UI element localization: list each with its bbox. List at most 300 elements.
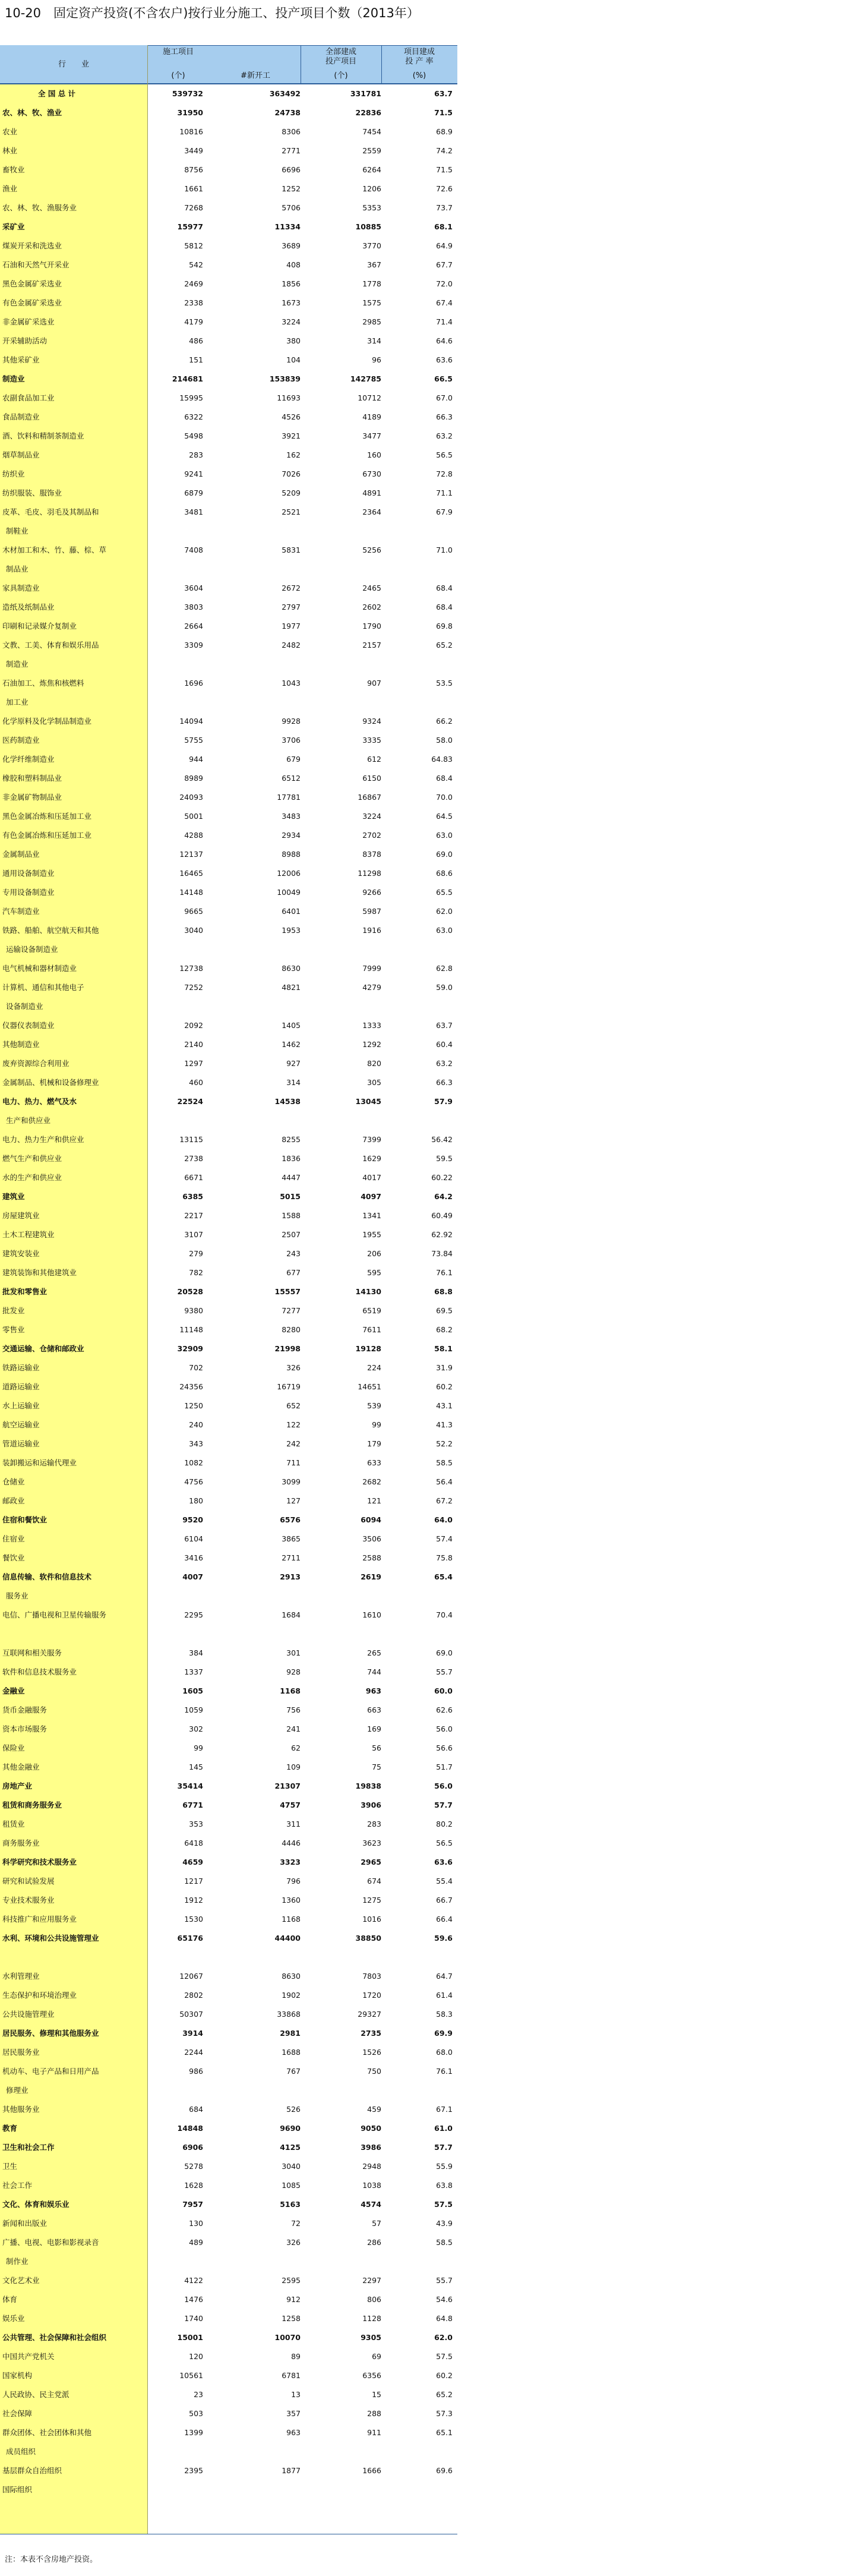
completed-projects-cell: 121 — [367, 1496, 381, 1505]
new-starts-cell: 5706 — [282, 203, 301, 212]
header-rate-line2: 投 产 率 — [405, 57, 434, 66]
new-starts-cell: 928 — [286, 1667, 301, 1676]
completion-rate-cell: 62.92 — [431, 1230, 453, 1239]
table-row — [0, 351, 457, 370]
header-construction-unit: (个) — [171, 71, 185, 80]
table-row — [0, 256, 457, 275]
table-row — [0, 1377, 457, 1396]
table-row — [0, 1720, 457, 1739]
table-row — [0, 2271, 457, 2290]
construction-projects-cell: 8756 — [184, 165, 203, 174]
industry-name: 专用设备制造业 — [2, 888, 55, 897]
completed-projects-cell: 16867 — [358, 793, 381, 802]
new-starts-cell: 4757 — [280, 1801, 301, 1809]
completion-rate-cell: 61.0 — [434, 2124, 453, 2133]
completed-projects-cell: 1790 — [362, 622, 381, 630]
industry-name: 房地产业 — [2, 1782, 33, 1790]
new-starts-cell: 2934 — [282, 831, 301, 840]
new-starts-cell: 2482 — [282, 641, 301, 649]
completion-rate-cell: 59.5 — [436, 1154, 453, 1163]
completion-rate-cell: 55.4 — [436, 1877, 453, 1886]
new-starts-cell: 3040 — [282, 2162, 301, 2171]
completion-rate-cell: 62.8 — [436, 964, 453, 973]
new-starts-cell: 1977 — [282, 622, 301, 630]
completion-rate-cell: 69.8 — [436, 622, 453, 630]
completed-projects-cell: 4279 — [362, 983, 381, 992]
industry-name: 研究和试验发展 — [2, 1877, 55, 1886]
industry-name-continuation: 制造业 — [6, 660, 29, 669]
table-row — [0, 179, 457, 198]
table-row — [0, 2480, 457, 2499]
construction-projects-cell: 6671 — [184, 1173, 203, 1182]
completion-rate-cell: 58.1 — [434, 1344, 453, 1353]
construction-projects-cell: 12137 — [179, 850, 203, 859]
table-row — [0, 1758, 457, 1777]
industry-name-continuation: 制品业 — [6, 565, 29, 573]
table-row — [0, 1492, 457, 1511]
new-starts-cell: 3865 — [282, 1534, 301, 1543]
completion-rate-cell: 71.5 — [436, 165, 453, 174]
industry-name: 电气机械和器材制造业 — [2, 964, 77, 973]
completed-projects-cell: 2364 — [362, 507, 381, 516]
completed-projects-cell: 7611 — [362, 1325, 381, 1334]
new-starts-cell: 6401 — [282, 907, 301, 916]
completed-projects-cell: 806 — [367, 2295, 381, 2304]
new-starts-cell: 104 — [286, 355, 301, 364]
completion-rate-cell: 55.9 — [436, 2162, 453, 2171]
construction-projects-cell: 279 — [189, 1249, 203, 1258]
industry-name: 酒、饮料和精制茶制造业 — [2, 431, 84, 440]
table-row — [0, 1568, 457, 1587]
construction-projects-cell: 6322 — [184, 412, 203, 421]
industry-name: 黑色金属冶炼和压延加工业 — [2, 812, 92, 821]
completion-rate-cell: 71.1 — [436, 488, 453, 497]
completed-projects-cell: 539 — [367, 1401, 381, 1410]
header-divider — [147, 45, 457, 46]
completed-projects-cell: 1955 — [362, 1230, 381, 1239]
construction-projects-cell: 5278 — [184, 2162, 203, 2171]
table-row — [0, 1396, 457, 1415]
completion-rate-cell: 75.8 — [436, 1553, 453, 1562]
completed-projects-cell: 13045 — [355, 1097, 381, 1106]
new-starts-cell: 4446 — [282, 1839, 301, 1847]
industry-name: 林业 — [2, 146, 18, 155]
industry-name: 农业 — [2, 127, 18, 136]
completion-rate-cell: 57.4 — [436, 1534, 453, 1543]
completed-projects-cell: 4189 — [362, 412, 381, 421]
industry-name-continuation: 制作业 — [6, 2257, 29, 2266]
completion-rate-cell: 55.7 — [436, 2276, 453, 2285]
construction-projects-cell: 702 — [189, 1363, 203, 1372]
construction-projects-cell: 14094 — [179, 717, 203, 726]
completion-rate-cell: 43.9 — [436, 2219, 453, 2228]
completed-projects-cell: 2682 — [362, 1477, 381, 1486]
industry-name: 仪器仪表制造业 — [2, 1021, 55, 1030]
completed-projects-cell: 1610 — [362, 1610, 381, 1619]
new-starts-cell: 13 — [291, 2390, 301, 2399]
table-row — [0, 1149, 457, 1168]
completion-rate-cell: 72.0 — [436, 279, 453, 288]
construction-projects-cell: 384 — [189, 1648, 203, 1657]
new-starts-cell: 1258 — [282, 2314, 301, 2323]
construction-projects-cell: 6906 — [182, 2143, 203, 2152]
industry-name: 商务服务业 — [2, 1839, 40, 1847]
table-row — [0, 883, 457, 902]
completion-rate-cell: 68.4 — [436, 774, 453, 783]
table-row — [0, 2404, 457, 2423]
completion-rate-cell: 56.0 — [436, 1724, 453, 1733]
table-row — [0, 617, 457, 636]
completion-rate-cell: 60.4 — [436, 1040, 453, 1049]
new-starts-cell: 1588 — [282, 1211, 301, 1220]
construction-projects-cell: 5498 — [184, 431, 203, 440]
table-row — [0, 1358, 457, 1377]
completion-rate-cell: 56.0 — [434, 1782, 453, 1790]
completion-rate-cell: 57.3 — [436, 2409, 453, 2418]
completed-projects-cell: 2602 — [362, 603, 381, 611]
completed-projects-cell: 2619 — [361, 1572, 381, 1581]
table-row — [0, 2138, 457, 2157]
industry-name: 文化艺术业 — [2, 2276, 40, 2285]
industry-name-continuation: 设备制造业 — [6, 1002, 43, 1011]
completion-rate-cell: 66.3 — [436, 1078, 453, 1087]
new-starts-cell: 2521 — [282, 507, 301, 516]
construction-projects-cell: 14148 — [179, 888, 203, 897]
table-row — [0, 2385, 457, 2404]
completed-projects-cell: 674 — [367, 1877, 381, 1886]
table-row — [0, 2309, 457, 2328]
construction-projects-cell: 24093 — [179, 793, 203, 802]
industry-name: 科技推广和应用服务业 — [2, 1915, 77, 1924]
completed-projects-cell: 3986 — [361, 2143, 381, 2152]
construction-projects-cell: 8989 — [184, 774, 203, 783]
industry-name: 社会保障 — [2, 2409, 33, 2418]
completed-projects-cell: 1666 — [362, 2466, 381, 2475]
completion-rate-cell: 55.7 — [436, 1667, 453, 1676]
new-starts-cell: 6781 — [282, 2371, 301, 2380]
construction-projects-cell: 2469 — [184, 279, 203, 288]
new-starts-cell: 526 — [286, 2105, 301, 2114]
completion-rate-cell: 31.9 — [436, 1363, 453, 1372]
completion-rate-cell: 56.5 — [436, 450, 453, 459]
table-row — [0, 579, 457, 598]
completion-rate-cell: 72.6 — [436, 184, 453, 193]
new-starts-cell: 21307 — [274, 1782, 301, 1790]
industry-name: 家具制造业 — [2, 584, 40, 592]
table-row — [0, 2081, 457, 2100]
construction-projects-cell: 11148 — [179, 1325, 203, 1334]
construction-projects-cell: 302 — [189, 1724, 203, 1733]
new-starts-cell: 912 — [286, 2295, 301, 2304]
completion-rate-cell: 63.2 — [436, 1059, 453, 1068]
new-starts-cell: 3483 — [282, 812, 301, 821]
new-starts-cell: 72 — [291, 2219, 301, 2228]
industry-name: 化学纤维制造业 — [2, 755, 55, 764]
new-starts-cell: 8280 — [282, 1325, 301, 1334]
completion-rate-cell: 65.1 — [436, 2428, 453, 2437]
industry-name: 电力、热力、燃气及水 — [2, 1097, 77, 1106]
completed-projects-cell: 6150 — [362, 774, 381, 783]
new-starts-cell: 2595 — [282, 2276, 301, 2285]
completed-projects-cell: 1916 — [362, 926, 381, 935]
completed-projects-cell: 7399 — [362, 1135, 381, 1144]
industry-name: 教育 — [2, 2124, 18, 2133]
new-starts-cell: 5015 — [280, 1192, 301, 1201]
construction-projects-cell: 6879 — [184, 488, 203, 497]
completed-projects-cell: 3770 — [362, 241, 381, 250]
completed-projects-cell: 1275 — [362, 1896, 381, 1905]
construction-projects-cell: 4179 — [184, 317, 203, 326]
table-row — [0, 275, 457, 294]
construction-projects-cell: 2092 — [184, 1021, 203, 1030]
table-row — [0, 2157, 457, 2176]
new-starts-cell: 380 — [286, 336, 301, 345]
new-starts-cell: 2771 — [282, 146, 301, 155]
completed-projects-cell: 305 — [367, 1078, 381, 1087]
construction-projects-cell: 684 — [189, 2105, 203, 2114]
completed-projects-cell: 3335 — [362, 736, 381, 745]
new-starts-cell: 1856 — [282, 279, 301, 288]
construction-projects-cell: 7252 — [184, 983, 203, 992]
table-row — [0, 712, 457, 731]
industry-name: 建筑安装业 — [2, 1249, 40, 1258]
new-starts-cell: 3689 — [282, 241, 301, 250]
completed-projects-cell: 96 — [372, 355, 381, 364]
table-row — [0, 2043, 457, 2062]
new-starts-cell: 11693 — [277, 393, 301, 402]
industry-name: 食品制造业 — [2, 412, 40, 421]
completed-projects-cell: 1016 — [362, 1915, 381, 1924]
new-starts-cell: 1360 — [282, 1896, 301, 1905]
construction-projects-cell: 9520 — [182, 1515, 203, 1524]
construction-projects-cell: 2140 — [184, 1040, 203, 1049]
completed-projects-cell: 2985 — [362, 317, 381, 326]
new-starts-cell: 1673 — [282, 298, 301, 307]
industry-name: 畜牧业 — [2, 165, 25, 174]
completed-projects-cell: 5987 — [362, 907, 381, 916]
industry-name-continuation: 运输设备制造业 — [6, 945, 58, 954]
industry-name: 公共管理、社会保障和社会组织 — [2, 2333, 107, 2342]
industry-name-continuation: 生产和供应业 — [6, 1116, 51, 1125]
new-starts-cell: 9690 — [280, 2124, 301, 2133]
construction-projects-cell: 6104 — [184, 1534, 203, 1543]
completion-rate-cell: 60.22 — [431, 1173, 453, 1182]
new-starts-cell: 2507 — [282, 1230, 301, 1239]
new-starts-cell: 1953 — [282, 926, 301, 935]
completion-rate-cell: 67.4 — [436, 298, 453, 307]
table-row — [0, 408, 457, 427]
new-starts-cell: 1252 — [282, 184, 301, 193]
completed-projects-cell: 1333 — [362, 1021, 381, 1030]
table-row — [0, 959, 457, 978]
completed-projects-cell: 3906 — [361, 1801, 381, 1809]
new-starts-cell: 21998 — [274, 1344, 301, 1353]
table-row — [0, 1263, 457, 1282]
completed-projects-cell: 4017 — [362, 1173, 381, 1182]
industry-name: 批发业 — [2, 1306, 25, 1315]
completion-rate-cell: 67.7 — [436, 260, 453, 269]
new-starts-cell: 62 — [291, 1743, 301, 1752]
industry-name: 批发和零售业 — [2, 1287, 48, 1296]
completed-projects-cell: 3477 — [362, 431, 381, 440]
industry-name: 其他金融业 — [2, 1762, 40, 1771]
completed-projects-cell: 663 — [367, 1705, 381, 1714]
new-starts-cell: 14538 — [274, 1097, 301, 1106]
completed-projects-cell: 11298 — [358, 869, 381, 878]
table-row — [0, 1891, 457, 1910]
industry-name: 群众团体、社会团体和其他 — [2, 2428, 92, 2437]
industry-name: 农副食品加工业 — [2, 393, 55, 402]
new-starts-cell: 363492 — [269, 89, 301, 98]
new-starts-cell: 1688 — [282, 2048, 301, 2057]
industry-name: 专业技术服务业 — [2, 1896, 55, 1905]
new-starts-cell: 109 — [286, 1762, 301, 1771]
table-row — [0, 2214, 457, 2233]
industry-name: 金属制品业 — [2, 850, 40, 859]
industry-name: 黑色金属矿采选业 — [2, 279, 62, 288]
completion-rate-cell: 71.0 — [436, 546, 453, 554]
table-row — [0, 1644, 457, 1663]
new-starts-cell: 3921 — [282, 431, 301, 440]
construction-projects-cell: 1337 — [184, 1667, 203, 1676]
completed-projects-cell: 7803 — [362, 1972, 381, 1981]
new-starts-cell: 6512 — [282, 774, 301, 783]
completion-rate-cell: 60.49 — [431, 1211, 453, 1220]
industry-name: 水的生产和供应业 — [2, 1173, 62, 1182]
industry-name: 皮革、毛皮、羽毛及其制品和 — [2, 507, 99, 516]
construction-projects-cell: 1605 — [182, 1686, 203, 1695]
new-starts-cell: 311 — [286, 1820, 301, 1828]
industry-name: 国家机构 — [2, 2371, 33, 2380]
table-row — [0, 2252, 457, 2271]
table-row — [0, 1339, 457, 1358]
completion-rate-cell: 63.7 — [436, 1021, 453, 1030]
new-starts-cell: 652 — [286, 1401, 301, 1410]
completion-rate-cell: 67.2 — [436, 1496, 453, 1505]
industry-name: 租赁业 — [2, 1820, 25, 1828]
construction-projects-cell: 4756 — [184, 1477, 203, 1486]
industry-name: 其他制造业 — [2, 1040, 40, 1049]
industry-name: 废弃资源综合利用业 — [2, 1059, 69, 1068]
new-starts-cell: 1684 — [282, 1610, 301, 1619]
industry-name: 铁路、船舶、航空航天和其他 — [2, 926, 99, 935]
construction-projects-cell: 20528 — [177, 1287, 203, 1296]
completion-rate-cell: 56.5 — [436, 1839, 453, 1847]
industry-name: 软件和信息技术服务业 — [2, 1667, 77, 1676]
completed-projects-cell: 206 — [367, 1249, 381, 1258]
completed-projects-cell: 612 — [367, 755, 381, 764]
construction-projects-cell: 460 — [189, 1078, 203, 1087]
new-starts-cell: 3099 — [282, 1477, 301, 1486]
new-starts-cell: 122 — [286, 1420, 301, 1429]
industry-name-continuation: 制鞋业 — [6, 526, 29, 535]
industry-name: 航空运输业 — [2, 1420, 40, 1429]
industry-name: 文化、体育和娱乐业 — [2, 2200, 69, 2209]
completed-projects-cell: 38850 — [355, 1934, 381, 1943]
completion-rate-cell: 57.7 — [434, 2143, 453, 2152]
completed-projects-cell: 7999 — [362, 964, 381, 973]
header-completed-line2: 投产项目 — [325, 57, 356, 66]
construction-projects-cell: 2295 — [184, 1610, 203, 1619]
industry-name: 土木工程建筑业 — [2, 1230, 55, 1239]
construction-projects-cell: 343 — [189, 1439, 203, 1448]
header-industry: 行 业 — [58, 60, 89, 69]
industry-name: 医药制造业 — [2, 736, 40, 745]
industry-name: 石油和天然气开采业 — [2, 260, 69, 269]
industry-name: 煤炭开采和洗选业 — [2, 241, 62, 250]
completion-rate-cell: 64.83 — [431, 755, 453, 764]
table-row — [0, 845, 457, 864]
construction-projects-cell: 23 — [194, 2390, 203, 2399]
completion-rate-cell: 57.5 — [434, 2200, 453, 2209]
table-row — [0, 313, 457, 332]
table-row — [0, 655, 457, 674]
new-starts-cell: 242 — [286, 1439, 301, 1448]
table-row — [0, 2062, 457, 2081]
industry-name: 水上运输业 — [2, 1401, 40, 1410]
new-starts-cell: 8630 — [282, 964, 301, 973]
completion-rate-cell: 67.0 — [436, 393, 453, 402]
construction-projects-cell: 1476 — [184, 2295, 203, 2304]
completed-projects-cell: 367 — [367, 260, 381, 269]
new-starts-cell: 12006 — [277, 869, 301, 878]
completed-projects-cell: 224 — [367, 1363, 381, 1372]
industry-name: 电力、热力生产和供应业 — [2, 1135, 84, 1144]
completion-rate-cell: 65.5 — [436, 888, 453, 897]
completion-rate-cell: 66.2 — [436, 717, 453, 726]
construction-projects-cell: 1297 — [184, 1059, 203, 1068]
completed-projects-cell: 2735 — [361, 2029, 381, 2038]
industry-name: 生态保护和环境治理业 — [2, 1991, 77, 2000]
new-starts-cell: 8988 — [282, 850, 301, 859]
new-starts-cell: 89 — [291, 2352, 301, 2361]
completed-projects-cell: 331781 — [350, 89, 381, 98]
new-starts-cell: 10070 — [274, 2333, 301, 2342]
completed-projects-cell: 1341 — [362, 1211, 381, 1220]
construction-projects-cell: 24356 — [179, 1382, 203, 1391]
new-starts-cell: 1085 — [282, 2181, 301, 2190]
completed-projects-cell: 4574 — [361, 2200, 381, 2209]
table-row — [0, 731, 457, 750]
new-starts-cell: 127 — [286, 1496, 301, 1505]
completion-rate-cell: 68.9 — [436, 127, 453, 136]
table-row — [0, 1225, 457, 1244]
construction-projects-cell: 15977 — [177, 222, 203, 231]
table-row — [0, 2024, 457, 2043]
table-row — [0, 1872, 457, 1891]
table-row — [0, 560, 457, 579]
completion-rate-cell: 58.3 — [436, 2010, 453, 2019]
new-starts-cell: 796 — [286, 1877, 301, 1886]
construction-projects-cell: 14848 — [177, 2124, 203, 2133]
table-row — [0, 1054, 457, 1073]
new-starts-cell — [203, 2480, 301, 2499]
completed-projects-cell: 911 — [367, 2428, 381, 2437]
table-row — [0, 332, 457, 351]
construction-projects-cell: 15995 — [179, 393, 203, 402]
new-starts-cell: 8630 — [282, 1972, 301, 1981]
completed-projects-cell: 1038 — [362, 2181, 381, 2190]
completed-projects-cell: 5353 — [362, 203, 381, 212]
completed-projects-cell: 2297 — [362, 2276, 381, 2285]
completed-projects-cell: 1720 — [362, 1991, 381, 2000]
table-row — [0, 636, 457, 655]
table-row — [0, 1187, 457, 1206]
construction-projects-cell: 542 — [189, 260, 203, 269]
construction-projects-cell: 486 — [189, 336, 203, 345]
industry-name: 租赁和商务服务业 — [2, 1801, 62, 1809]
industry-name: 造纸及纸制品业 — [2, 603, 55, 611]
